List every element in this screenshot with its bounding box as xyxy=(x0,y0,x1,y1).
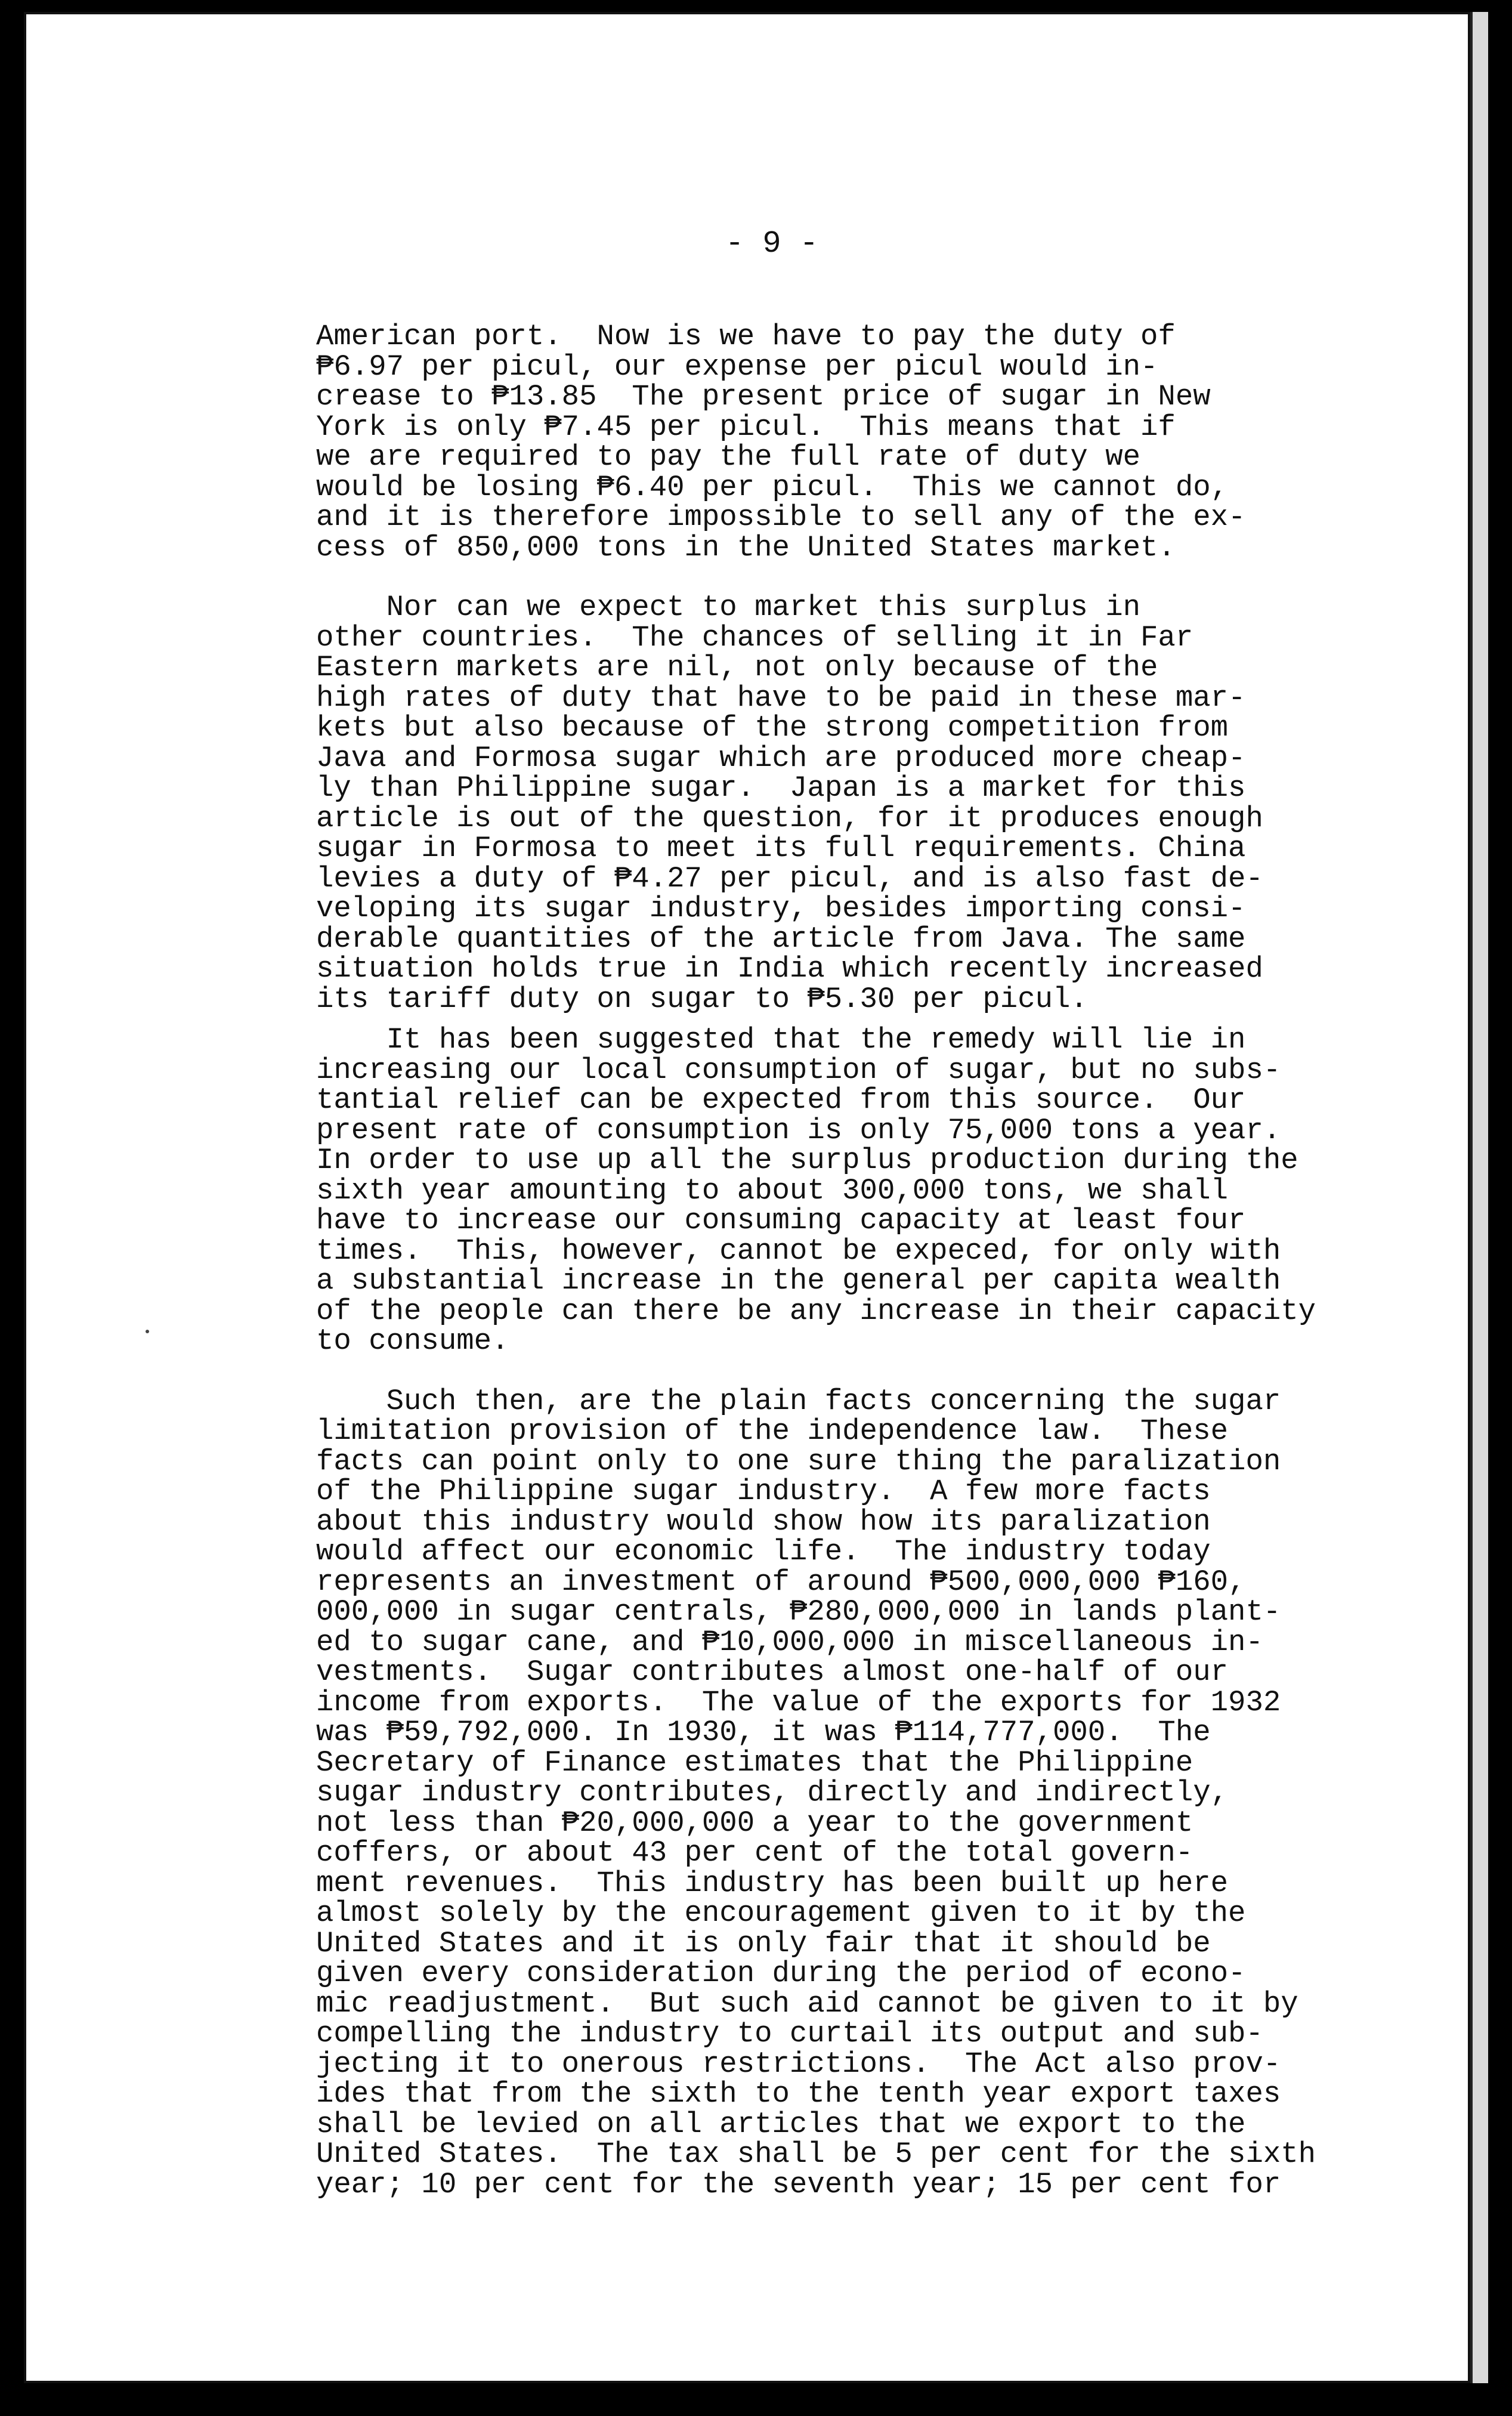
text-line: shall be levied on all articles that we export to the xyxy=(316,2107,1246,2141)
text-line: not less than ₱20,000,000 a year to the government xyxy=(316,1806,1193,1840)
text-line: kets but also because of the strong competition from xyxy=(316,711,1229,744)
text-line: year; 10 per cent for the seventh year; 15 per cent for xyxy=(316,2167,1281,2201)
text-line: sixth year amounting to about 300,000 tons, we shall xyxy=(316,1173,1229,1207)
text-line: Eastern markets are nil, not only because of the xyxy=(316,651,1158,684)
text-line: compelling the industry to curtail its output and sub- xyxy=(316,2017,1263,2050)
text-line: mic readjustment. But such aid cannot be given to it by xyxy=(316,1986,1298,2020)
text-line: times. This, however, cannot be expeced, for only with xyxy=(316,1234,1281,1268)
text-line: high rates of duty that have to be paid in these mar- xyxy=(316,681,1246,715)
text-line: Secretary of Finance estimates that the Philippine xyxy=(316,1745,1193,1779)
text-line: was ₱59,792,000. In 1930, it was ₱114,777,000. The xyxy=(316,1716,1211,1749)
text-line: Such then, are the plain facts concerning the sugar xyxy=(316,1384,1281,1418)
text-line: United States. The tax shall be 5 per cent for the sixth xyxy=(316,2137,1316,2171)
text-line: It has been suggested that the remedy will lie in xyxy=(316,1023,1246,1056)
text-line: other countries. The chances of selling it in Far xyxy=(316,620,1193,654)
text-line: Nor can we expect to market this surplus in xyxy=(316,591,1141,624)
text-line: ed to sugar cane, and ₱10,000,000 in miscellaneous in- xyxy=(316,1625,1263,1659)
text-line: sugar industry contributes, directly and indirectly, xyxy=(316,1776,1229,1809)
text-line: American port. Now is we have to pay the duty of xyxy=(316,320,1176,353)
text-line: have to increase our consuming capacity at least four xyxy=(316,1204,1246,1237)
page-number: - 9 - xyxy=(725,226,819,261)
text-line: United States and it is only fair that it should be xyxy=(316,1926,1211,1960)
text-line: and it is therefore impossible to sell any of the ex- xyxy=(316,500,1246,534)
text-line: situation holds true in India which recently increased xyxy=(316,952,1263,985)
text-line: vestments. Sugar contributes almost one-half of our xyxy=(316,1655,1229,1689)
document-page xyxy=(24,12,1470,2383)
text-line: jecting it to onerous restrictions. The Act also prov- xyxy=(316,2047,1281,2081)
text-line: In order to use up all the surplus production during the xyxy=(316,1144,1298,1177)
text-line: given every consideration during the period of econo- xyxy=(316,1957,1246,1990)
text-line: almost solely by the encouragement given to it by the xyxy=(316,1896,1246,1930)
text-line: limitation provision of the independence law. These xyxy=(316,1414,1229,1448)
text-line: ₱6.97 per picul, our expense per picul would in- xyxy=(316,350,1158,384)
text-line: cess of 850,000 tons in the United States market. xyxy=(316,530,1176,564)
text-line: would affect our economic life. The industry today xyxy=(316,1535,1211,1568)
text-line: Java and Formosa sugar which are produced more cheap- xyxy=(316,741,1246,775)
text-line: levies a duty of ₱4.27 per picul, and is also fast de- xyxy=(316,861,1263,895)
paragraph-duty-cost xyxy=(316,322,1396,563)
text-line: tantial relief can be expected from this source. Our xyxy=(316,1083,1246,1117)
text-line: of the people can there be any increase in their capacity xyxy=(316,1294,1316,1328)
margin-speck xyxy=(146,1330,149,1333)
text-line: crease to ₱13.85 The present price of sugar in New xyxy=(316,380,1211,413)
text-line: increasing our local consumption of sugar, but no subs- xyxy=(316,1053,1281,1087)
text-line: ides that from the sixth to the tenth year export taxes xyxy=(316,2077,1281,2111)
text-line: facts can point only to one sure thing the paralization xyxy=(316,1444,1281,1478)
text-line: income from exports. The value of the exports for 1932 xyxy=(316,1685,1281,1719)
typed-body xyxy=(316,322,1396,2199)
text-line: article is out of the question, for it produces enough xyxy=(316,801,1263,835)
page-edge-shadow xyxy=(1470,12,1488,2383)
text-line: its tariff duty on sugar to ₱5.30 per picul. xyxy=(316,982,1088,1016)
paragraph-other-markets xyxy=(316,592,1396,1014)
text-line: ly than Philippine sugar. Japan is a market for this xyxy=(316,771,1246,805)
text-line: would be losing ₱6.40 per picul. This we cannot do, xyxy=(316,470,1229,504)
text-line: veloping its sugar industry, besides importing consi- xyxy=(316,892,1246,925)
text-line: 000,000 in sugar centrals, ₱280,000,000 in lands plant- xyxy=(316,1595,1281,1629)
text-line: ment revenues. This industry has been built up here xyxy=(316,1866,1229,1900)
text-line: we are required to pay the full rate of duty we xyxy=(316,440,1141,474)
text-line: derable quantities of the article from Java. The same xyxy=(316,922,1246,956)
paragraph-plain-facts xyxy=(316,1386,1396,2200)
text-line: sugar in Formosa to meet its full requirements. China xyxy=(316,832,1246,865)
text-line: of the Philippine sugar industry. A few more facts xyxy=(316,1475,1211,1508)
text-line: to consume. xyxy=(316,1324,509,1358)
text-line: coffers, or about 43 per cent of the total govern- xyxy=(316,1836,1193,1870)
text-line: York is only ₱7.45 per picul. This means that if xyxy=(316,410,1176,444)
paragraph-local-consumption xyxy=(316,1025,1396,1357)
text-line: a substantial increase in the general per capita wealth xyxy=(316,1264,1281,1297)
text-line: about this industry would show how its paralization xyxy=(316,1504,1211,1538)
text-line: present rate of consumption is only 75,000 tons a year. xyxy=(316,1113,1281,1147)
text-line: represents an investment of around ₱500,000,000 ₱160, xyxy=(316,1565,1246,1599)
